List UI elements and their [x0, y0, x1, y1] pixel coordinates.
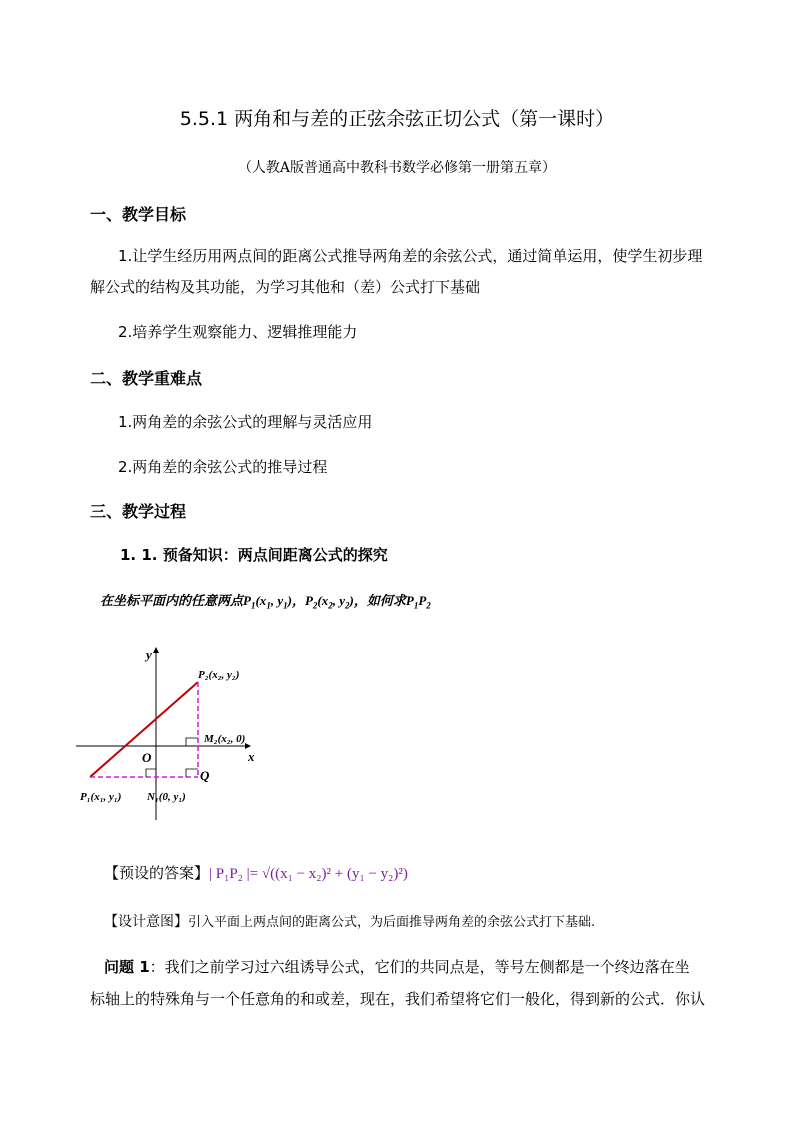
objective-1-line-2: 解公式的结构及其功能，为学习其他和（差）公式打下基础 [90, 278, 481, 296]
distance-formula: | P₁P₂ |= √((x₁ − x₂)² + (y₁ − y₂)²) [209, 866, 408, 882]
subsection-heading: 1. 1. 预备知识：两点间距离公式的探究 [120, 546, 388, 564]
target-segment: $P_1P_2$ [405, 593, 431, 611]
page-subtitle: （人教A版普通高中教科书数学必修第一册第五章） [237, 160, 557, 176]
section-heading-objectives: 一、教学目标 [90, 205, 187, 224]
label-x: x [248, 749, 255, 764]
label-m2: M₂(x₂, 0) [204, 733, 246, 745]
question-1-line-2: 标轴上的特殊角与一个任意角的和或差，现在，我们希望将它们一般化，得到新的公式．你认 [90, 990, 706, 1008]
label-p1: P₁(x₁, y₁) [80, 791, 122, 803]
question-1-label: 问题 1 [104, 958, 150, 976]
label-q: Q [200, 768, 210, 783]
coordinate-figure [70, 640, 290, 830]
design-text: 引入平面上两点间的距离公式，为后面推导两角差的余弦公式打下基础. [188, 915, 596, 930]
answer-label: 【预设的答案】 [104, 864, 210, 882]
page-title: 5.5.1 两角和与差的正弦余弦正切公式（第一课时） [179, 108, 615, 130]
intro-question: 在坐标平面内的任意两点$P_1(x_1$, $y_1$)，$P_2(x_2$, $y_2$)，如何求$P_1P_2$ [100, 593, 431, 611]
right-angle-q [186, 769, 198, 777]
objective-2: 2.培养学生观察能力、逻辑推理能力 [118, 323, 358, 341]
intro-ask: ，如何求 [353, 594, 406, 609]
label-p2: P₂(x₂, y₂) [198, 669, 240, 681]
key-point-1: 1.两角差的余弦公式的理解与灵活应用 [118, 413, 373, 431]
right-angle-m2 [186, 738, 198, 746]
label-origin: O [142, 750, 152, 765]
label-y: y [146, 647, 152, 662]
answer-line [104, 862, 408, 883]
question-1-line-1: 问题 1：我们之前学习过六组诱导公式，它们的共同点是，等号左侧都是一个终边落在坐 [104, 958, 690, 976]
point-p1: $P_1(x_1$, $y_1$) [243, 593, 292, 611]
point-p2: $P_2(x_2$, $y_2$) [304, 593, 354, 611]
design-label: 【设计意图】 [104, 914, 188, 930]
section-heading-key-points: 二、教学重难点 [90, 369, 203, 388]
intro-lead: 在坐标平面内的任意两点 [100, 594, 244, 609]
label-n1: N₁(0, y₁) [147, 791, 186, 803]
design-line [104, 911, 595, 931]
right-angle-n1 [146, 769, 156, 777]
key-point-2: 2.两角差的余弦公式的推导过程 [118, 458, 328, 476]
objective-1-line-1: 1.让学生经历用两点间的距离公式推导两角差的余弦公式，通过简单运用，使学生初步理 [118, 247, 703, 265]
section-heading-process: 三、教学过程 [90, 502, 187, 521]
